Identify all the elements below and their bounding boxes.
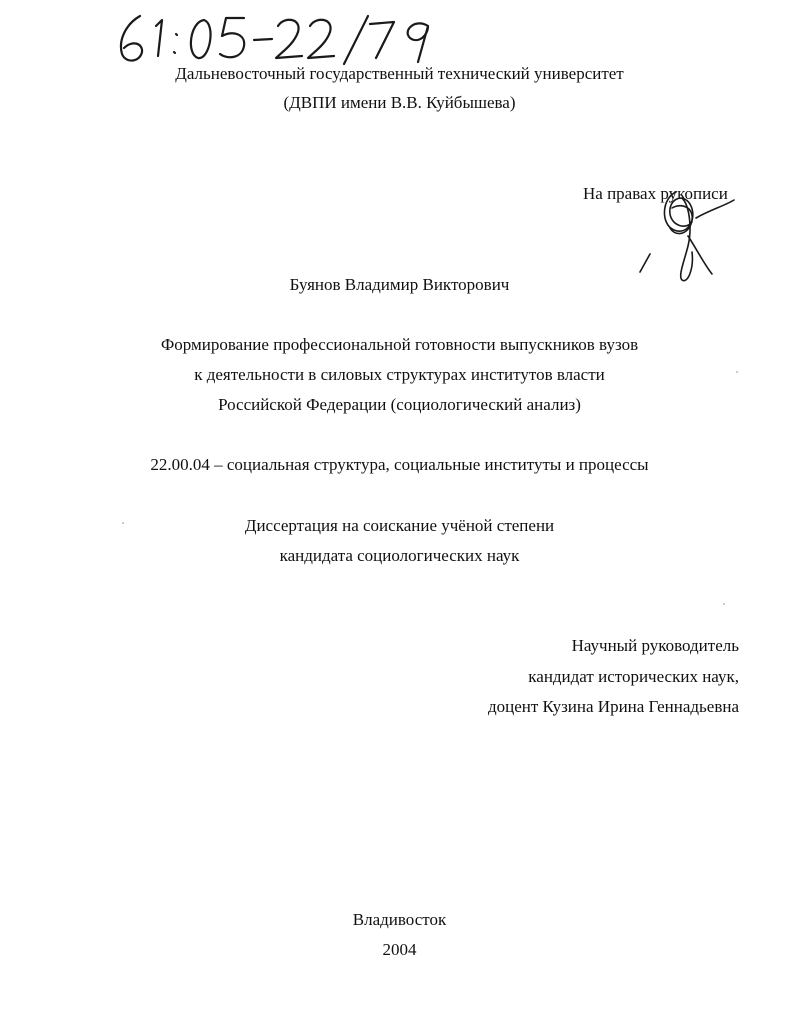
author-name: Буянов Владимир Викторович xyxy=(289,275,510,294)
year: 2004 xyxy=(382,940,417,959)
supervisor-name: доцент Кузина Ирина Геннадьевна xyxy=(487,697,739,716)
supervisor-role: Научный руководитель xyxy=(571,636,739,655)
university-abbreviation: (ДВПИ имени В.В. Куйбышева) xyxy=(283,93,516,112)
manuscript-note: На правах рукописи xyxy=(583,184,728,203)
degree-line-2: кандидата социологических наук xyxy=(279,546,520,565)
specialty-code: 22.00.04 – социальная структура, социальные институты и процессы xyxy=(150,455,649,474)
scan-speck xyxy=(122,522,124,524)
city: Владивосток xyxy=(352,910,447,929)
university-name: Дальневосточный государственный технический университет xyxy=(175,64,624,83)
scan-speck xyxy=(723,603,725,605)
dissertation-title-line-2: к деятельности в силовых структурах институтов власти xyxy=(194,365,605,384)
dissertation-title-line-3: Российской Федерации (социологический анализ) xyxy=(218,395,581,414)
handwritten-catalog-number xyxy=(112,10,452,66)
degree-line-1: Диссертация на соискание учёной степени xyxy=(244,516,555,535)
supervisor-degree: кандидат исторических наук, xyxy=(528,667,739,686)
handwritten-signature xyxy=(632,178,742,288)
dissertation-title-line-1: Формирование профессиональной готовности выпускников вузов xyxy=(160,335,639,354)
scan-speck xyxy=(736,371,738,373)
